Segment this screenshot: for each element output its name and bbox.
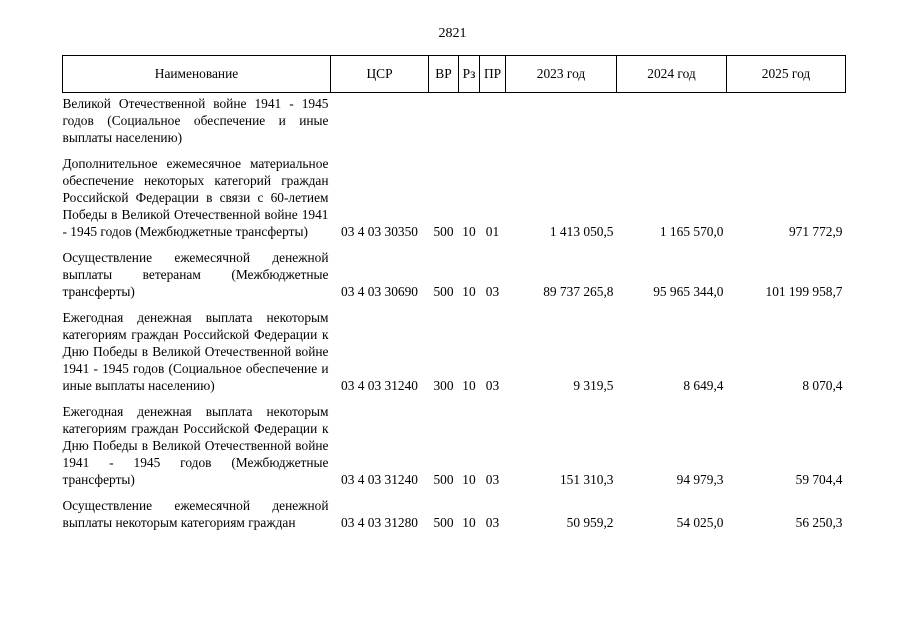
- row-csr: 03 4 03 30690: [341, 284, 418, 299]
- table-header-row: [63, 56, 846, 93]
- row-rz: 10: [462, 472, 476, 487]
- row-pr: 03: [485, 472, 500, 487]
- row-2025: 101 199 958,7: [765, 284, 843, 299]
- row-rz: 10: [462, 224, 476, 239]
- budget-table: [62, 55, 846, 531]
- row-2024: 94 979,3: [676, 472, 724, 487]
- row-2024: 1 165 570,0: [659, 224, 724, 239]
- row-2023: [506, 93, 617, 147]
- row-spacer: [63, 240, 846, 249]
- row-name: Осуществление ежемесячной денежной выплаты ветеранам (Межбюджетные трансферты): [62, 250, 329, 299]
- row-csr: 03 4 03 31240: [341, 378, 418, 393]
- row-name: Осуществление ежемесячной денежной выплаты некоторым категориям граждан: [62, 498, 329, 530]
- row-2024: [617, 93, 727, 147]
- row-2023: 50 959,2: [566, 515, 614, 530]
- row-name: Ежегодная денежная выплата некоторым категориям граждан Российской Федерации к Дню Победы в Великой Отечественной войне 1941 - 1945 годов (Социальное обеспечение и иные выплаты населению): [62, 310, 329, 393]
- row-rz: 10: [462, 515, 476, 530]
- row-name: Ежегодная денежная выплата некоторым категориям граждан Российской Федерации к Дню Победы в Великой Отечественной войне 1941 - 1945 годов (Межбюджетные трансферты): [62, 404, 329, 487]
- header-2025: 2025 год: [727, 56, 846, 93]
- row-2025: 56 250,3: [795, 515, 843, 530]
- table-row: [63, 309, 846, 394]
- row-csr: 03 4 03 31280: [341, 515, 418, 530]
- row-rz: [459, 93, 480, 147]
- row-pr: 03: [485, 378, 500, 393]
- table-row: [63, 93, 846, 147]
- page-number: 2821: [438, 26, 467, 41]
- row-pr: 03: [485, 515, 500, 530]
- row-vr: 500: [433, 515, 454, 530]
- row-spacer: [63, 488, 846, 497]
- header-2024: 2024 год: [617, 56, 727, 93]
- row-vr: 500: [433, 284, 454, 299]
- row-2023: 9 319,5: [573, 378, 614, 393]
- header-name: Наименование: [63, 56, 331, 93]
- row-spacer: [63, 300, 846, 309]
- row-2025: 59 704,4: [795, 472, 843, 487]
- row-vr: 300: [433, 378, 454, 393]
- row-pr: 03: [485, 284, 500, 299]
- table-row: [63, 497, 846, 531]
- row-vr: 500: [433, 472, 454, 487]
- row-rz: 10: [462, 284, 476, 299]
- table-row: [63, 155, 846, 240]
- header-rz: Рз: [459, 56, 480, 93]
- row-pr: [480, 93, 506, 147]
- header-csr: ЦСР: [331, 56, 429, 93]
- row-2024: 54 025,0: [676, 515, 724, 530]
- row-2023: 151 310,3: [559, 472, 614, 487]
- table-row: [63, 403, 846, 488]
- row-csr: 03 4 03 31240: [341, 472, 418, 487]
- row-vr: [429, 93, 459, 147]
- row-2025: 971 772,9: [788, 224, 843, 239]
- row-spacer: [63, 146, 846, 155]
- row-vr: 500: [433, 224, 454, 239]
- row-csr: 03 4 03 30350: [341, 224, 418, 239]
- row-name: Дополнительное ежемесячное материальное обеспечение некоторых категорий граждан Российской Федерации в связи с 60-летием Победы в Великой Отечественной войне 1941 - 1945 годов (Межбюджетные трансферты): [62, 156, 329, 239]
- row-2023: 89 737 265,8: [543, 284, 614, 299]
- table-row: [63, 249, 846, 300]
- header-2023: 2023 год: [506, 56, 617, 93]
- header-pr: ПР: [480, 56, 506, 93]
- row-2023: 1 413 050,5: [549, 224, 614, 239]
- row-2024: 8 649,4: [683, 378, 724, 393]
- row-spacer: [63, 394, 846, 403]
- row-pr: 01: [485, 224, 500, 239]
- row-name: Великой Отечественной войне 1941 - 1945 годов (Социальное обеспечение и иные выплаты населению): [62, 96, 329, 145]
- row-2025: 8 070,4: [802, 378, 843, 393]
- row-2024: 95 965 344,0: [653, 284, 724, 299]
- row-2025: [727, 93, 846, 147]
- header-vr: ВР: [429, 56, 459, 93]
- row-csr: [331, 93, 429, 147]
- row-rz: 10: [462, 378, 476, 393]
